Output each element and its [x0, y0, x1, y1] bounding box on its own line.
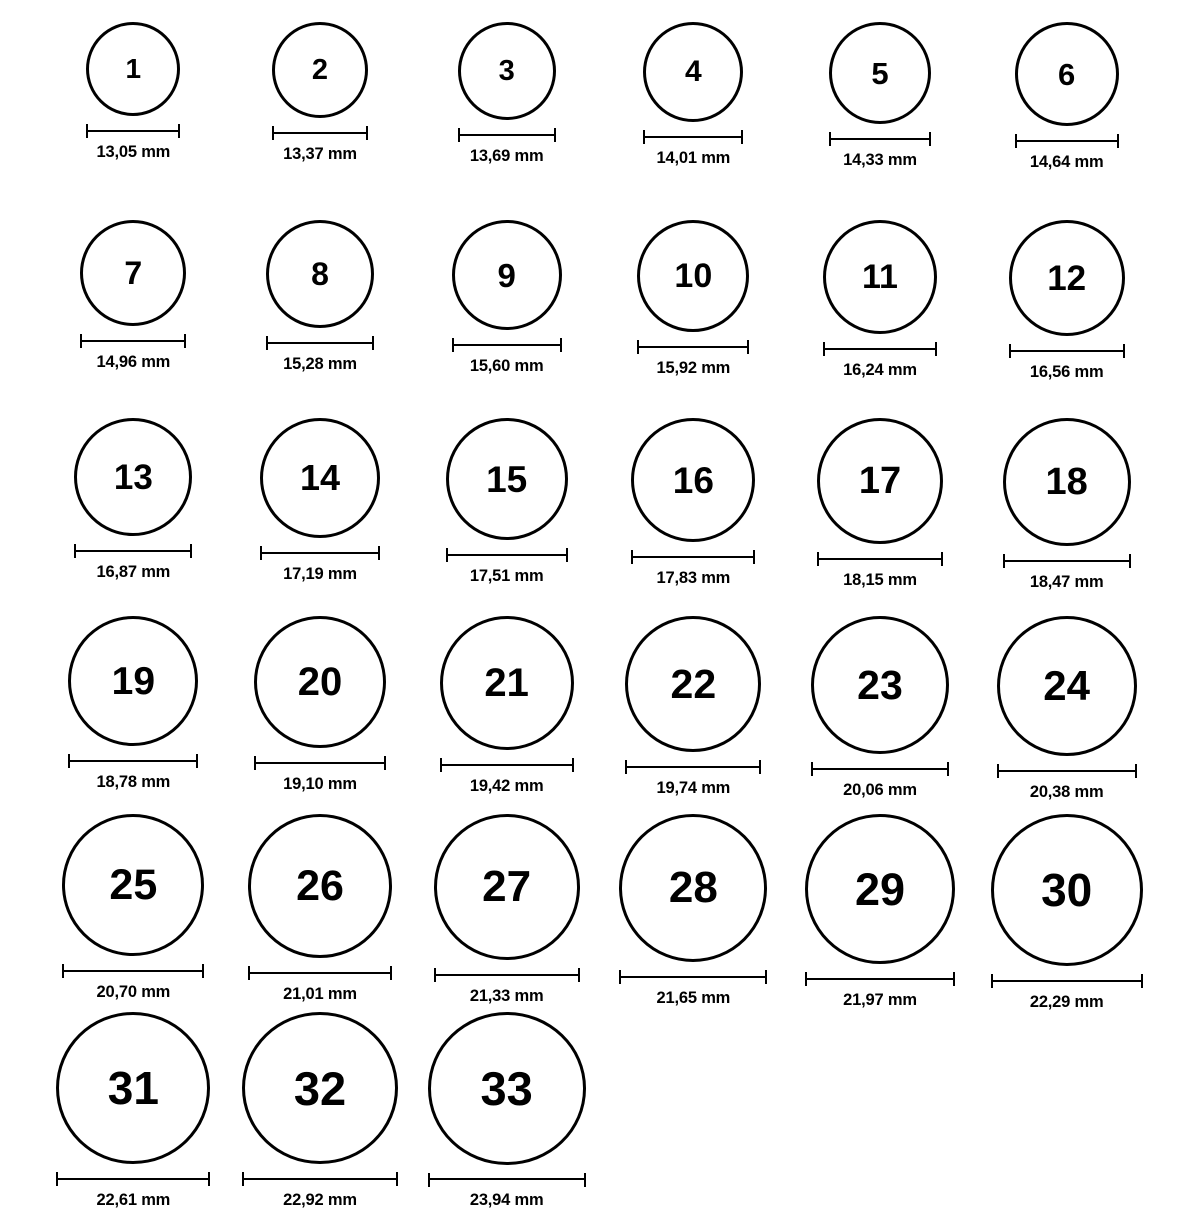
ring-diameter-label: 18,78 mm	[96, 773, 171, 791]
ring-size-cell	[600, 616, 787, 814]
ring-size-number: 2	[311, 53, 329, 86]
ring-size-number: 27	[482, 862, 532, 911]
ring-size-cell	[600, 814, 787, 1012]
measure-line	[68, 760, 198, 762]
measure-bar	[452, 338, 562, 352]
measure-line	[80, 340, 186, 342]
ring-diameter-label: 14,64 mm	[1029, 153, 1104, 171]
ring-diameter-label: 23,94 mm	[469, 1191, 544, 1209]
ring-circle	[625, 616, 761, 752]
measure-cap-left	[440, 758, 442, 772]
ring-diameter-label: 14,33 mm	[843, 151, 917, 169]
ring-size-number: 10	[674, 257, 713, 295]
ring-diameter-label: 19,10 mm	[283, 775, 357, 793]
measure-cap-left	[254, 756, 256, 770]
measure-bar	[631, 550, 755, 564]
ring-diameter-label: 21,97 mm	[843, 991, 917, 1009]
ring-circle	[68, 616, 198, 746]
ring-circle	[991, 814, 1143, 966]
measure-bar	[80, 334, 186, 348]
ring-size-number: 12	[1047, 258, 1087, 298]
ring-circle	[823, 220, 937, 334]
measure-cap-right	[1129, 554, 1131, 568]
ring-circle	[86, 22, 180, 116]
ring-size-number: 18	[1045, 461, 1088, 503]
ring-size-cell	[973, 22, 1160, 220]
ring-diameter-label: 18,15 mm	[843, 571, 917, 589]
ring-size-cell	[227, 814, 414, 1012]
ring-diameter-label: 21,65 mm	[656, 989, 731, 1007]
ring-diameter-label: 22,92 mm	[283, 1191, 357, 1209]
measure-cap-left	[1003, 554, 1005, 568]
ring-diameter-label: 16,87 mm	[96, 563, 171, 581]
measure-cap-right	[202, 964, 204, 978]
ring-circle	[458, 22, 556, 120]
ring-diameter-label: 15,60 mm	[469, 357, 544, 375]
measure-cap-right	[372, 336, 374, 350]
measure-line	[272, 132, 368, 134]
measure-bar	[86, 124, 180, 138]
measure-line	[829, 138, 931, 140]
ring-size-cell	[973, 418, 1160, 616]
measure-line	[637, 346, 749, 348]
ring-size-cell	[413, 1012, 600, 1210]
measure-bar	[266, 336, 374, 350]
ring-diameter-label: 20,06 mm	[843, 781, 917, 799]
measure-cap-right	[572, 758, 574, 772]
ring-diameter-label: 16,56 mm	[1029, 363, 1104, 381]
ring-size-cell	[973, 220, 1160, 418]
measure-line	[997, 770, 1137, 772]
ring-size-cell	[787, 814, 974, 1012]
ring-diameter-label: 17,83 mm	[656, 569, 731, 587]
measure-cap-left	[68, 754, 70, 768]
ring-size-number: 1	[125, 53, 142, 84]
measure-bar	[811, 762, 949, 776]
measure-cap-right	[1135, 764, 1137, 778]
ring-size-cell	[787, 418, 974, 616]
ring-size-cell	[40, 418, 227, 616]
ring-circle	[446, 418, 568, 540]
ring-size-cell	[40, 220, 227, 418]
measure-cap-left	[811, 762, 813, 776]
measure-cap-right	[759, 760, 761, 774]
measure-line	[1009, 350, 1125, 352]
measure-bar	[829, 132, 931, 146]
measure-line	[643, 136, 743, 138]
ring-circle	[643, 22, 743, 122]
measure-line	[56, 1178, 210, 1180]
measure-cap-left	[62, 964, 64, 978]
ring-circle	[1003, 418, 1131, 546]
ring-size-cell	[40, 1012, 227, 1210]
ring-size-cell	[413, 418, 600, 616]
ring-diameter-label: 13,37 mm	[283, 145, 357, 163]
ring-size-number: 9	[497, 256, 516, 294]
ring-size-cell	[600, 22, 787, 220]
measure-bar	[428, 1173, 586, 1187]
ring-size-cell	[413, 814, 600, 1012]
ring-size-cell	[787, 616, 974, 814]
ring-circle	[272, 22, 368, 118]
measure-cap-right	[584, 1173, 586, 1187]
ring-diameter-label: 20,70 mm	[96, 983, 171, 1001]
measure-line	[811, 768, 949, 770]
ring-circle	[805, 814, 955, 964]
ring-circle	[440, 616, 574, 750]
ring-circle	[266, 220, 374, 328]
ring-size-number: 26	[296, 861, 344, 910]
ring-diameter-label: 13,05 mm	[96, 143, 171, 161]
ring-diameter-label: 15,28 mm	[283, 355, 357, 373]
ring-size-number: 11	[862, 258, 898, 296]
ring-diameter-label: 17,19 mm	[283, 565, 357, 583]
ring-size-number: 17	[858, 460, 902, 502]
ring-size-number: 8	[311, 256, 329, 292]
measure-bar	[242, 1172, 398, 1186]
ring-circle	[248, 814, 392, 958]
ring-size-cell	[787, 22, 974, 220]
measure-bar	[637, 340, 749, 354]
ring-size-cell	[227, 220, 414, 418]
ring-size-cell	[227, 22, 414, 220]
measure-line	[446, 554, 568, 556]
ring-circle	[452, 220, 562, 330]
measure-cap-left	[1015, 134, 1017, 148]
measure-cap-left	[631, 550, 633, 564]
ring-size-number: 23	[857, 661, 903, 708]
measure-line	[254, 762, 386, 764]
measure-cap-left	[619, 970, 621, 984]
ring-size-number: 14	[299, 457, 340, 498]
ring-circle	[811, 616, 949, 754]
ring-size-number: 28	[668, 863, 718, 912]
measure-cap-right	[765, 970, 767, 984]
measure-cap-right	[953, 972, 955, 986]
ring-size-cell	[227, 616, 414, 814]
ring-diameter-label: 13,69 mm	[469, 147, 544, 165]
measure-cap-right	[390, 966, 392, 980]
ring-circle	[637, 220, 749, 332]
measure-cap-right	[747, 340, 749, 354]
ring-size-number: 13	[113, 457, 153, 497]
measure-cap-left	[637, 340, 639, 354]
ring-size-number: 3	[498, 54, 515, 87]
measure-cap-right	[560, 338, 562, 352]
ring-size-number: 30	[1041, 864, 1093, 916]
measure-cap-right	[378, 546, 380, 560]
measure-cap-right	[935, 342, 937, 356]
ring-size-cell	[413, 22, 600, 220]
ring-size-cell	[973, 616, 1160, 814]
measure-cap-left	[823, 342, 825, 356]
measure-cap-right	[753, 550, 755, 564]
ring-circle	[619, 814, 767, 962]
ring-size-cell	[40, 616, 227, 814]
measure-cap-left	[428, 1173, 430, 1187]
measure-line	[248, 972, 392, 974]
ring-size-cell	[40, 22, 227, 220]
measure-cap-right	[1141, 974, 1143, 988]
measure-cap-right	[396, 1172, 398, 1186]
ring-circle	[1009, 220, 1125, 336]
ring-size-number: 5	[871, 55, 889, 91]
measure-cap-left	[458, 128, 460, 142]
ring-size-cell	[40, 814, 227, 1012]
measure-line	[817, 558, 943, 560]
measure-cap-left	[643, 130, 645, 144]
ring-size-cell	[787, 220, 974, 418]
measure-bar	[1009, 344, 1125, 358]
measure-cap-right	[366, 126, 368, 140]
measure-bar	[434, 968, 580, 982]
ring-size-number: 22	[670, 660, 717, 707]
measure-cap-left	[805, 972, 807, 986]
measure-bar	[458, 128, 556, 142]
ring-diameter-label: 17,51 mm	[469, 567, 544, 585]
measure-cap-left	[248, 966, 250, 980]
measure-bar	[1003, 554, 1131, 568]
measure-bar	[643, 130, 743, 144]
measure-cap-left	[86, 124, 88, 138]
ring-size-cell	[227, 418, 414, 616]
ring-size-number: 4	[684, 55, 702, 88]
measure-bar	[62, 964, 204, 978]
measure-cap-left	[56, 1172, 58, 1186]
measure-cap-left	[817, 552, 819, 566]
measure-line	[458, 134, 556, 136]
ring-circle	[62, 814, 204, 956]
ring-circle	[817, 418, 943, 544]
measure-cap-right	[578, 968, 580, 982]
ring-diameter-label: 19,42 mm	[469, 777, 544, 795]
measure-bar	[248, 966, 392, 980]
ring-size-number: 24	[1043, 662, 1091, 709]
measure-bar	[817, 552, 943, 566]
measure-cap-right	[566, 548, 568, 562]
measure-line	[440, 764, 574, 766]
measure-cap-right	[741, 130, 743, 144]
ring-size-cell	[227, 1012, 414, 1210]
ring-diameter-label: 22,61 mm	[96, 1191, 171, 1209]
measure-cap-left	[446, 548, 448, 562]
ring-diameter-label: 14,96 mm	[96, 353, 171, 371]
measure-cap-right	[178, 124, 180, 138]
ring-diameter-label: 14,01 mm	[656, 149, 731, 167]
ring-circle	[631, 418, 755, 542]
measure-cap-left	[272, 126, 274, 140]
ring-diameter-label: 21,01 mm	[283, 985, 357, 1003]
measure-bar	[446, 548, 568, 562]
ring-size-number: 20	[297, 660, 343, 704]
measure-cap-right	[1123, 344, 1125, 358]
measure-cap-left	[991, 974, 993, 988]
measure-line	[242, 1178, 398, 1180]
ring-diameter-label: 15,92 mm	[656, 359, 731, 377]
ring-diameter-label: 20,38 mm	[1029, 783, 1104, 801]
measure-cap-right	[1117, 134, 1119, 148]
measure-bar	[74, 544, 192, 558]
measure-bar	[272, 126, 368, 140]
ring-size-cell	[600, 418, 787, 616]
measure-cap-left	[434, 968, 436, 982]
measure-bar	[260, 546, 380, 560]
measure-bar	[1015, 134, 1119, 148]
measure-cap-right	[929, 132, 931, 146]
ring-size-number: 29	[854, 863, 906, 915]
measure-cap-right	[184, 334, 186, 348]
ring-size-cell	[413, 616, 600, 814]
measure-cap-left	[1009, 344, 1011, 358]
measure-cap-right	[941, 552, 943, 566]
measure-bar	[991, 974, 1143, 988]
measure-cap-left	[242, 1172, 244, 1186]
ring-circle	[80, 220, 186, 326]
measure-line	[625, 766, 761, 768]
measure-line	[991, 980, 1143, 982]
measure-bar	[56, 1172, 210, 1186]
ring-size-cell	[600, 220, 787, 418]
measure-cap-right	[554, 128, 556, 142]
ring-size-number: 25	[109, 860, 158, 909]
measure-bar	[997, 764, 1137, 778]
measure-line	[805, 978, 955, 980]
ring-diameter-label: 22,29 mm	[1029, 993, 1104, 1011]
measure-line	[74, 550, 192, 552]
measure-line	[428, 1178, 586, 1180]
ring-size-grid	[40, 22, 1160, 1210]
ring-circle	[997, 616, 1137, 756]
ring-diameter-label: 18,47 mm	[1029, 573, 1104, 591]
measure-line	[823, 348, 937, 350]
ring-circle	[428, 1012, 586, 1165]
ring-size-number: 32	[293, 1061, 347, 1115]
ring-size-number: 21	[484, 661, 529, 705]
ring-circle	[260, 418, 380, 538]
measure-cap-right	[947, 762, 949, 776]
measure-line	[86, 130, 180, 132]
ring-diameter-label: 19,74 mm	[656, 779, 731, 797]
ring-size-number: 19	[111, 659, 156, 703]
measure-cap-left	[260, 546, 262, 560]
measure-line	[452, 344, 562, 346]
ring-size-number: 6	[1058, 56, 1076, 92]
ring-circle	[434, 814, 580, 960]
measure-bar	[823, 342, 937, 356]
ring-circle	[1015, 22, 1119, 126]
measure-cap-left	[74, 544, 76, 558]
ring-circle	[829, 22, 931, 124]
measure-bar	[805, 972, 955, 986]
measure-line	[266, 342, 374, 344]
measure-bar	[68, 754, 198, 768]
ring-size-number: 33	[480, 1061, 533, 1115]
ring-circle	[56, 1012, 210, 1164]
measure-cap-left	[829, 132, 831, 146]
ring-size-number: 7	[124, 255, 143, 291]
measure-bar	[440, 758, 574, 772]
measure-line	[434, 974, 580, 976]
measure-line	[1015, 140, 1119, 142]
ring-circle	[242, 1012, 398, 1164]
measure-bar	[254, 756, 386, 770]
measure-cap-left	[80, 334, 82, 348]
ring-circle	[254, 616, 386, 748]
measure-cap-right	[208, 1172, 210, 1186]
measure-line	[619, 976, 767, 978]
measure-cap-right	[190, 544, 192, 558]
ring-size-cell	[413, 220, 600, 418]
measure-line	[62, 970, 204, 972]
measure-cap-left	[266, 336, 268, 350]
measure-bar	[619, 970, 767, 984]
measure-bar	[625, 760, 761, 774]
ring-diameter-label: 16,24 mm	[843, 361, 917, 379]
ring-size-number: 31	[107, 1062, 159, 1115]
measure-cap-left	[625, 760, 627, 774]
ring-size-cell	[973, 814, 1160, 1012]
measure-cap-right	[196, 754, 198, 768]
ring-size-number: 15	[486, 458, 528, 500]
measure-line	[631, 556, 755, 558]
ring-circle	[74, 418, 192, 536]
measure-line	[260, 552, 380, 554]
ring-size-number: 16	[672, 459, 714, 501]
ring-diameter-label: 21,33 mm	[469, 987, 544, 1005]
measure-cap-right	[384, 756, 386, 770]
measure-cap-left	[997, 764, 999, 778]
measure-line	[1003, 560, 1131, 562]
measure-cap-left	[452, 338, 454, 352]
